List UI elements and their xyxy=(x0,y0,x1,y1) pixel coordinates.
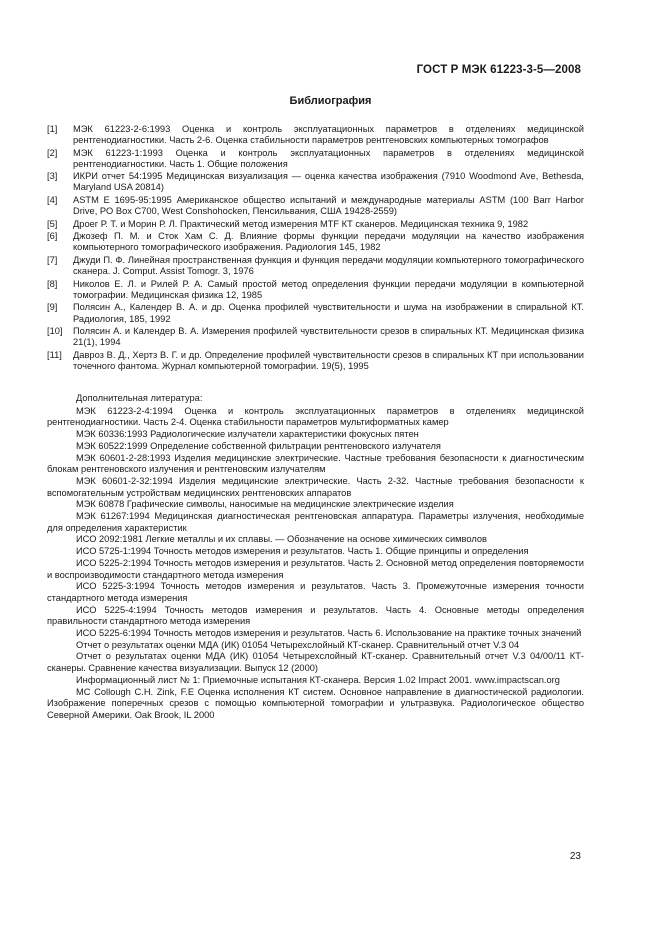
ref-number: [7] xyxy=(47,255,58,266)
ref-number: [4] xyxy=(47,195,58,206)
ref-text: Полясин А., Календер В. А. и др. Оценка профилей чувствительности и шума на изображении в спиральной КТ. Радиология, 185, 1992 xyxy=(73,302,584,324)
additional-item: Информационный лист № 1: Приемочные испытания КТ-сканера. Версия 1.02 Impact 2001. www.impactscan.org xyxy=(76,674,560,685)
additional-item: МЭК 61267:1994 Медицинская диагностическая рентгеновская аппаратура. Параметры излучения, необходимые для определения характеристик xyxy=(47,511,584,533)
page-number: 23 xyxy=(569,851,581,862)
ref-text: Джуди П. Ф. Линейная пространственная функция и функция передачи модуляции компьютерного томографического сканера. J. Comput. Assist Tomogr. 3, 1976 xyxy=(73,255,584,277)
bibliography-item xyxy=(47,255,584,277)
ref-text: Джозеф П. М. и Сток Хам С. Д. Влияние формы функции передачи модуляции на качество изображения компьютерного томографического изображения. Радиология 145, 1982 xyxy=(73,231,584,253)
additional-literature xyxy=(47,393,584,722)
ref-number: [3] xyxy=(47,171,58,182)
bibliography-item xyxy=(47,302,584,324)
ref-text: Дроег Р. Т. и Морин Р. Л. Практический метод измерения MTF КТ сканеров. Медицинская техника 9, 1982 xyxy=(73,218,529,229)
ref-text: Давроз В. Д., Хертз В. Г. и др. Определение профилей чувствительности срезов в спиральных КТ при использовании точечного фантома. Журнал компьютерной томографии. 19(5), 1995 xyxy=(73,349,584,371)
page-title: Библиография xyxy=(289,95,372,107)
bibliography-item xyxy=(47,195,584,217)
bibliography-item xyxy=(47,219,584,230)
document-header: ГОСТ Р МЭК 61223-3-5—2008 xyxy=(416,64,581,76)
ref-number: [9] xyxy=(47,302,58,313)
ref-number: [6] xyxy=(47,231,58,242)
bibliography-item xyxy=(47,231,584,253)
ref-text: МЭК 61223-2-6:1993 Оценка и контроль эксплуатационных параметров в отделениях медицинской рентгенодиагностики. Часть 2-6. Оценка стабильности параметров рентгеновских компьютерных томографов xyxy=(73,124,584,146)
additional-item: MC Collough C.H. Zink, F.E Оценка исполнения КТ систем. Основное направление в диагностической радиологии. Изображение поперечных срезов с помощью компьютерной томографии и ультразвука. Радиологическое общество Северной Америки. Oak Brook, IL 2000 xyxy=(47,686,584,720)
additional-item: ИСО 5725-1:1994 Точность методов измерения и результатов. Часть 1. Общие принципы и определения xyxy=(76,546,529,557)
bibliography-item xyxy=(47,171,584,193)
bibliography-item xyxy=(47,148,584,170)
additional-item: Отчет о результатах оценки МДА (ИК) 01054 Четырехслойный КТ-сканер. Сравнительный отчет V.3 04/00/11 КТ-сканеры. Сравнение качества визуализации. Выпуск 12 (2000) xyxy=(47,651,584,674)
ref-text: МЭК 61223-1:1993 Оценка и контроль эксплуатационных параметров в отделениях медицинской рентгенодиагностики. Часть 1. Общие положения xyxy=(73,147,584,169)
ref-text: Полясин А. и Календер В. А. Измерения профилей чувствительности срезов в спиральных КТ. Медицинская физика 21(1), 1994 xyxy=(73,326,584,348)
additional-item: ИСО 5225-4:1994 Точность методов измерения и результатов. Часть 4. Основные методы определения правильности стандартного метода измерения xyxy=(47,604,584,627)
ref-number: [8] xyxy=(47,278,58,289)
additional-item: ИСО 2092:1981 Легкие металлы и их сплавы. — Обозначение на основе химических символов xyxy=(76,534,487,545)
bibliography-item xyxy=(47,350,584,372)
additional-item: МЭК 60601-2-32:1994 Изделия медицинские электрические. Часть 2-32. Частные требования безопасности к вспомогательным устройствам медицинских рентгеновских аппаратов xyxy=(47,475,584,498)
additional-item: МЭК 61223-2-4:1994 Оценка и контроль эксплуатационных параметров в отделениях медицинской рентгенодиагностики. Часть 2-4. Оценка стабильности параметров мультиформатных камер xyxy=(47,405,584,428)
additional-item: ИСО 5225-3:1994 Точность методов измерения и результатов. Часть 3. Промежуточные измерения точности стандартного метода измерения xyxy=(47,581,584,603)
ref-number: [11] xyxy=(47,349,62,360)
ref-text: ИКРИ отчет 54:1995 Медицинская визуализация — оценка качества изображения (7910 Woodmond Ave, Bethesda, Maryland USA 20814) xyxy=(73,171,584,193)
additional-item: ИСО 5225-2:1994 Точность методов измерения и результатов. Часть 2. Основной метод определения повторяемости и воспроизводимости стандартного метода измерения xyxy=(47,557,584,580)
additional-item: МЭК 60878 Графические символы, наносимые на медицинские электрические изделия xyxy=(76,499,454,510)
additional-item: МЭК 60522:1999 Определение собственной фильтрации рентгеновского излучателя xyxy=(76,440,441,451)
bibliography-list xyxy=(47,124,584,373)
additional-item: ИСО 5225-6:1994 Точность методов измерения и результатов. Часть 6. Использование на практике точных значений xyxy=(76,628,582,639)
ref-number: [2] xyxy=(47,147,58,158)
bibliography-item xyxy=(47,279,584,301)
bibliography-item xyxy=(47,326,584,348)
additional-heading: Дополнительная литература: xyxy=(76,393,203,403)
ref-number: [1] xyxy=(47,124,58,134)
additional-item: МЭК 60336:1993 Радиологические излучатели характеристики фокусных пятен xyxy=(76,429,419,440)
ref-text: Николов Е. Л. и Рилей Р. А. Самый простой метод определения функции передачи модуляции в компьютерной томографии. Медицинская физика 12, 1985 xyxy=(73,278,584,300)
ref-number: [10] xyxy=(47,326,63,337)
ref-number: [5] xyxy=(47,218,58,229)
ref-text: ASTM E 1695-95:1995 Американское общество испытаний и международные материалы ASTM (100 Barr Harbor Drive, PO Box C700, West Conshohocken, Пенсильвания, США 19428-2559) xyxy=(73,195,584,217)
bibliography-item xyxy=(47,124,584,146)
additional-item: МЭК 60601-2-28:1993 Изделия медицинские электрические. Частные требования безопасности к диагностическим блокам рентгеновского излучения и рентгеновским излучателям xyxy=(47,452,584,475)
additional-item: Отчет о результатах оценки МДА (ИК) 01054 Четырехслойный КТ-сканер. Сравнительный отчет V.3 04 xyxy=(76,639,520,650)
